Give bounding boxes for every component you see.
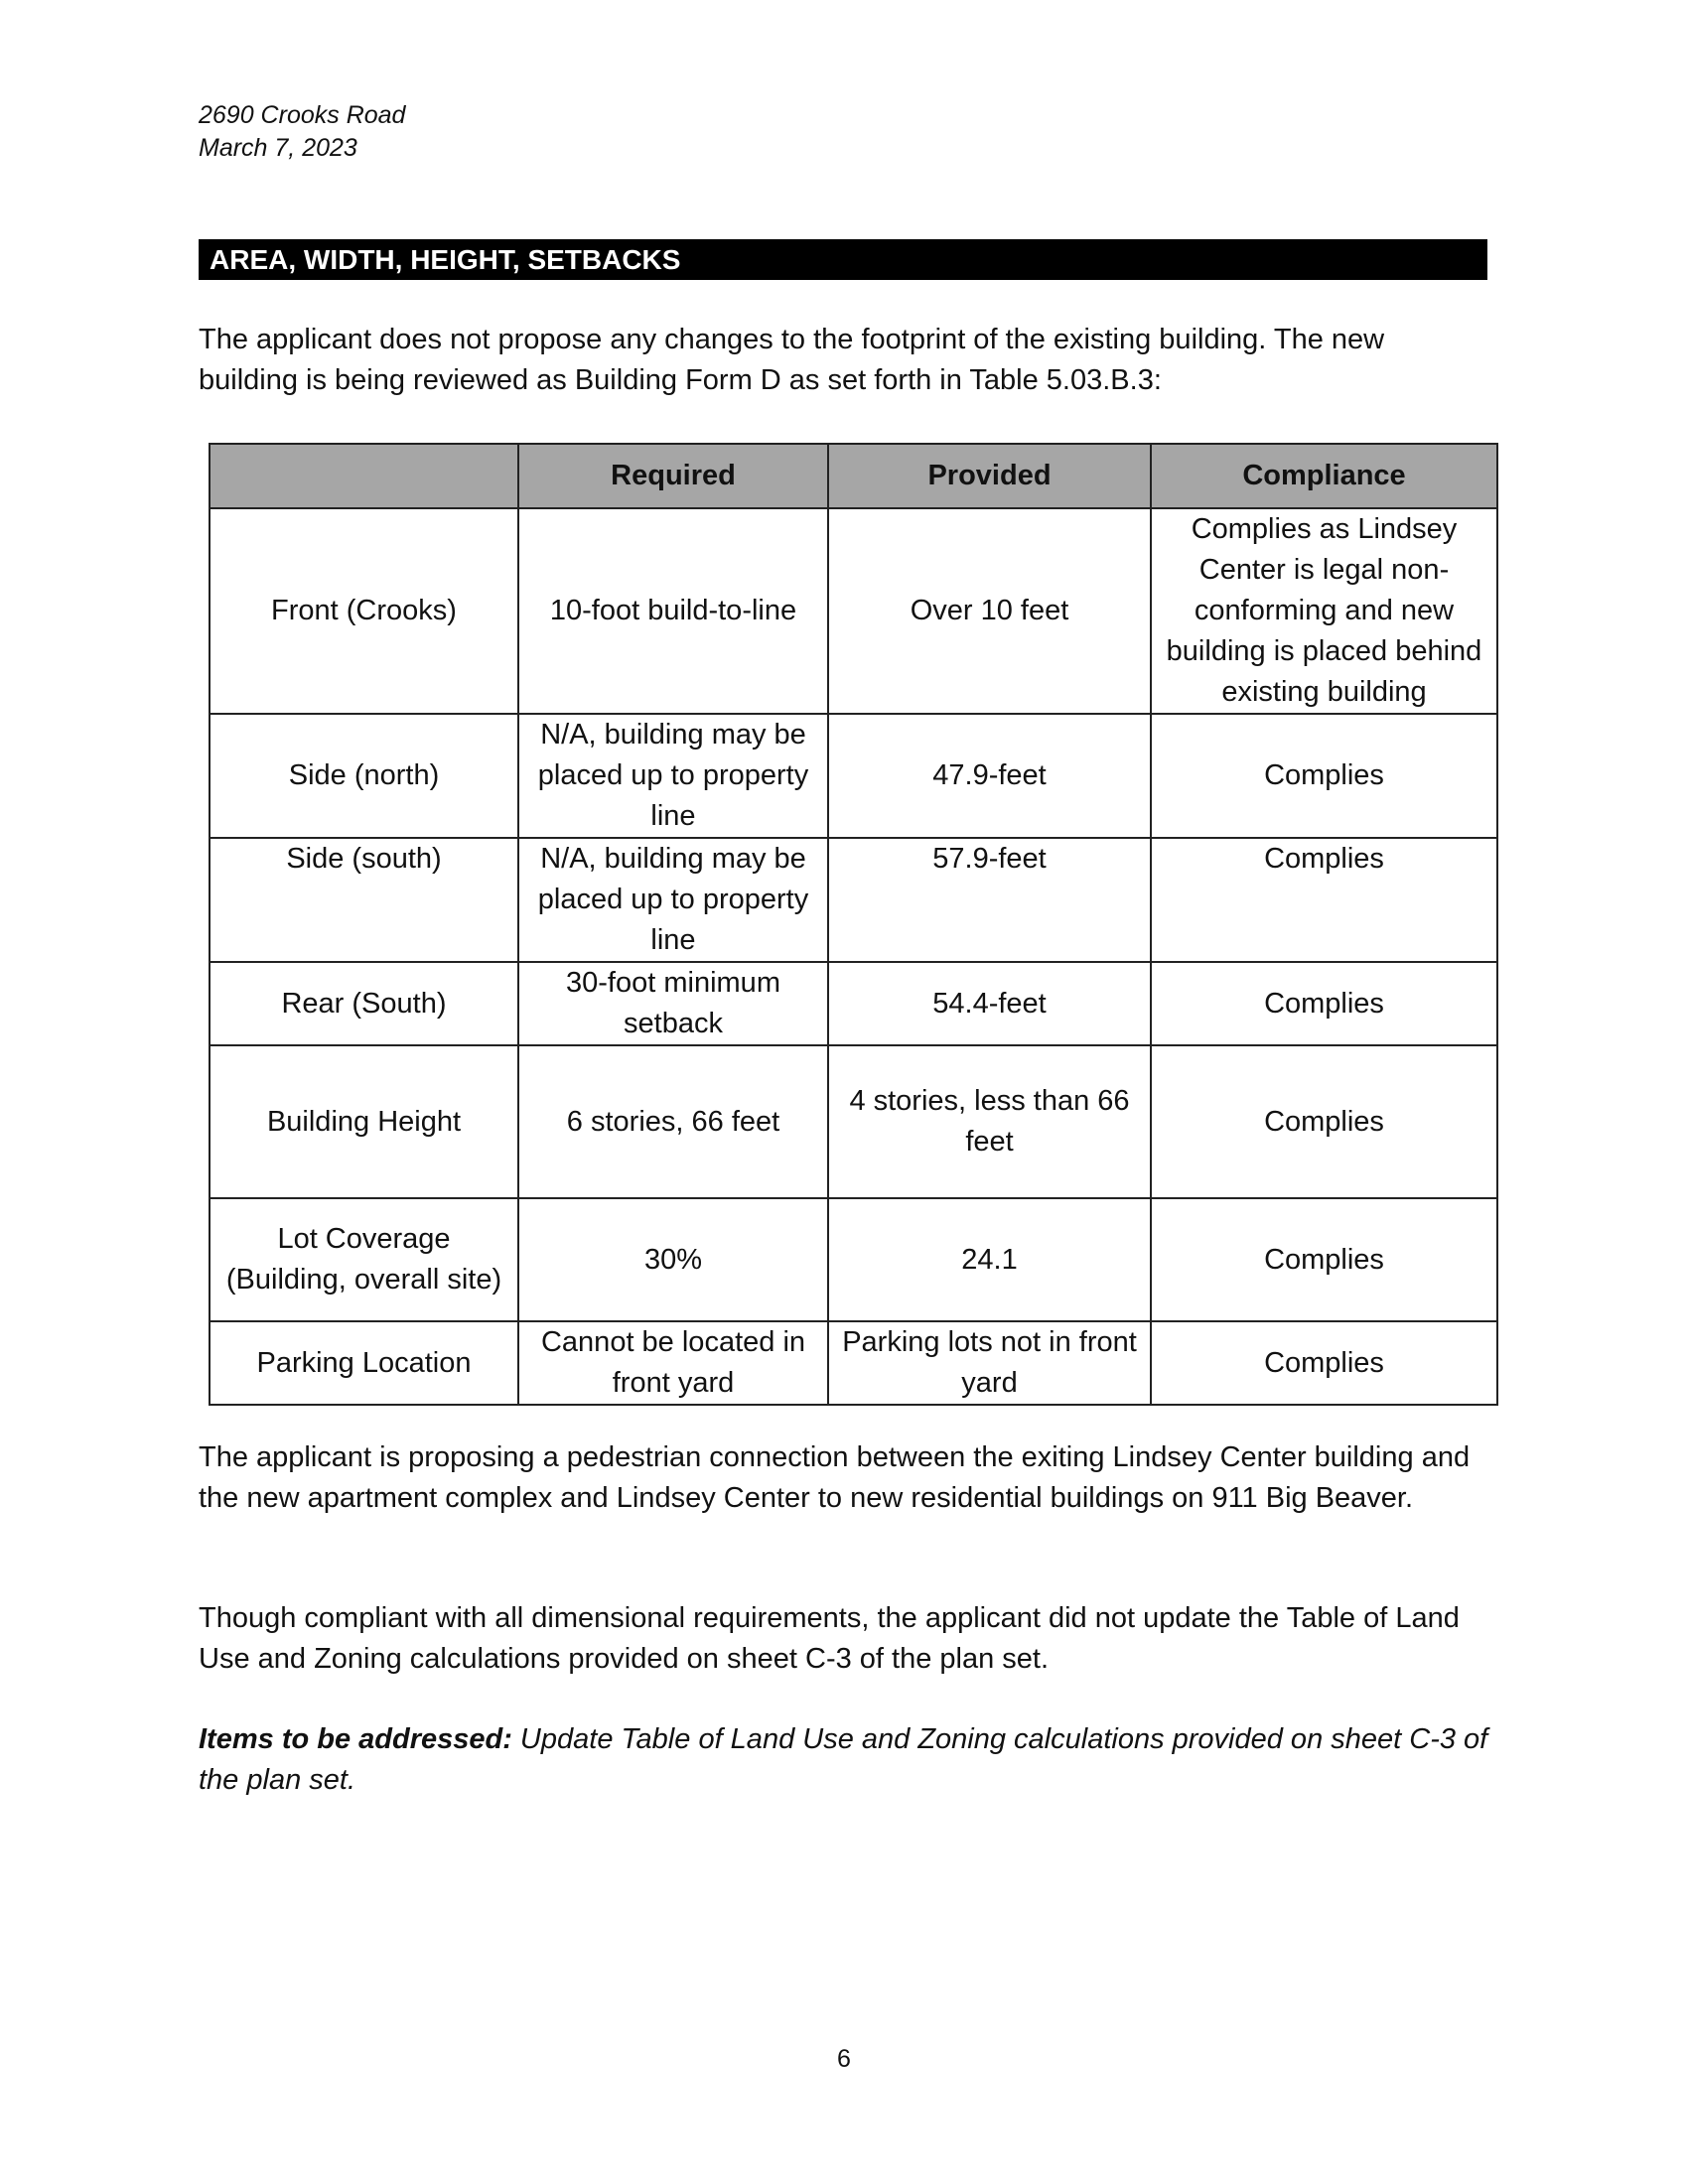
compliance-cell: Complies [1151,1321,1497,1405]
required-cell: 6 stories, 66 feet [518,1045,828,1198]
table-header-row [210,444,1497,508]
dimensional-requirements-table [209,443,1498,1406]
items-label: Items to be addressed: [199,1723,512,1755]
table-row [210,1321,1497,1405]
table-row [210,714,1497,838]
intro-paragraph: The applicant does not propose any changes to the footprint of the existing building. The new building is being reviewed as Building Form D as set forth in Table 5.03.B.3: [199,324,1385,396]
required-cell: 10-foot build-to-line [518,508,828,714]
provided-cell: 54.4-feet [828,962,1151,1045]
required-cell: 30% [518,1198,828,1321]
provided-cell: 47.9-feet [828,714,1151,838]
compliance-cell: Complies as Lindsey Center is legal non-conforming and new building is placed behind existing building [1151,508,1497,714]
table-row [210,1198,1497,1321]
table-row [210,1045,1497,1198]
table-row [210,962,1497,1045]
header-address: 2690 Crooks Road [199,101,406,129]
compliance-cell: Complies [1151,962,1497,1045]
required-cell: N/A, building may be placed up to property line [518,838,828,962]
required-cell: N/A, building may be placed up to property line [518,714,828,838]
provided-cell: 57.9-feet [828,838,1151,962]
row-label: Side (south) [210,838,518,962]
page-header [199,99,405,165]
compliance-cell: Complies [1151,714,1497,838]
row-label: Building Height [210,1045,518,1198]
header-cell-required: Required [518,444,828,508]
required-cell: 30-foot minimum setback [518,962,828,1045]
header-date: March 7, 2023 [199,134,357,162]
header-cell-compliance: Compliance [1151,444,1497,508]
compliance-cell: Complies [1151,1198,1497,1321]
pedestrian-connection-paragraph: The applicant is proposing a pedestrian connection between the exiting Lindsey Center building and the new apartment complex and Lindsey Center to new residential buildings on 911 Big Beaver. [199,1441,1471,1514]
table-row [210,838,1497,962]
items-to-address-paragraph [199,1719,1489,1801]
row-label: Front (Crooks) [210,508,518,714]
row-label: Lot Coverage (Building, overall site) [210,1198,518,1321]
required-cell: Cannot be located in front yard [518,1321,828,1405]
section-heading: AREA, WIDTH, HEIGHT, SETBACKS [199,239,1487,280]
header-cell-provided: Provided [828,444,1151,508]
items-text: Update Table of Land Use and Zoning calculations provided on sheet C-3 of the plan set. [199,1723,1488,1796]
row-label: Rear (South) [210,962,518,1045]
table-row [210,508,1497,714]
row-label: Side (north) [210,714,518,838]
page-number: 6 [837,2045,851,2073]
header-cell-blank [210,444,518,508]
provided-cell: Over 10 feet [828,508,1151,714]
row-label: Parking Location [210,1321,518,1405]
provided-cell: 4 stories, less than 66 feet [828,1045,1151,1198]
provided-cell: Parking lots not in front yard [828,1321,1151,1405]
compliance-cell: Complies [1151,838,1497,962]
provided-cell: 24.1 [828,1198,1151,1321]
compliance-paragraph: Though compliant with all dimensional requirements, the applicant did not update the Table of Land Use and Zoning calculations provided on sheet C-3 of the plan set. [199,1602,1460,1675]
compliance-cell: Complies [1151,1045,1497,1198]
